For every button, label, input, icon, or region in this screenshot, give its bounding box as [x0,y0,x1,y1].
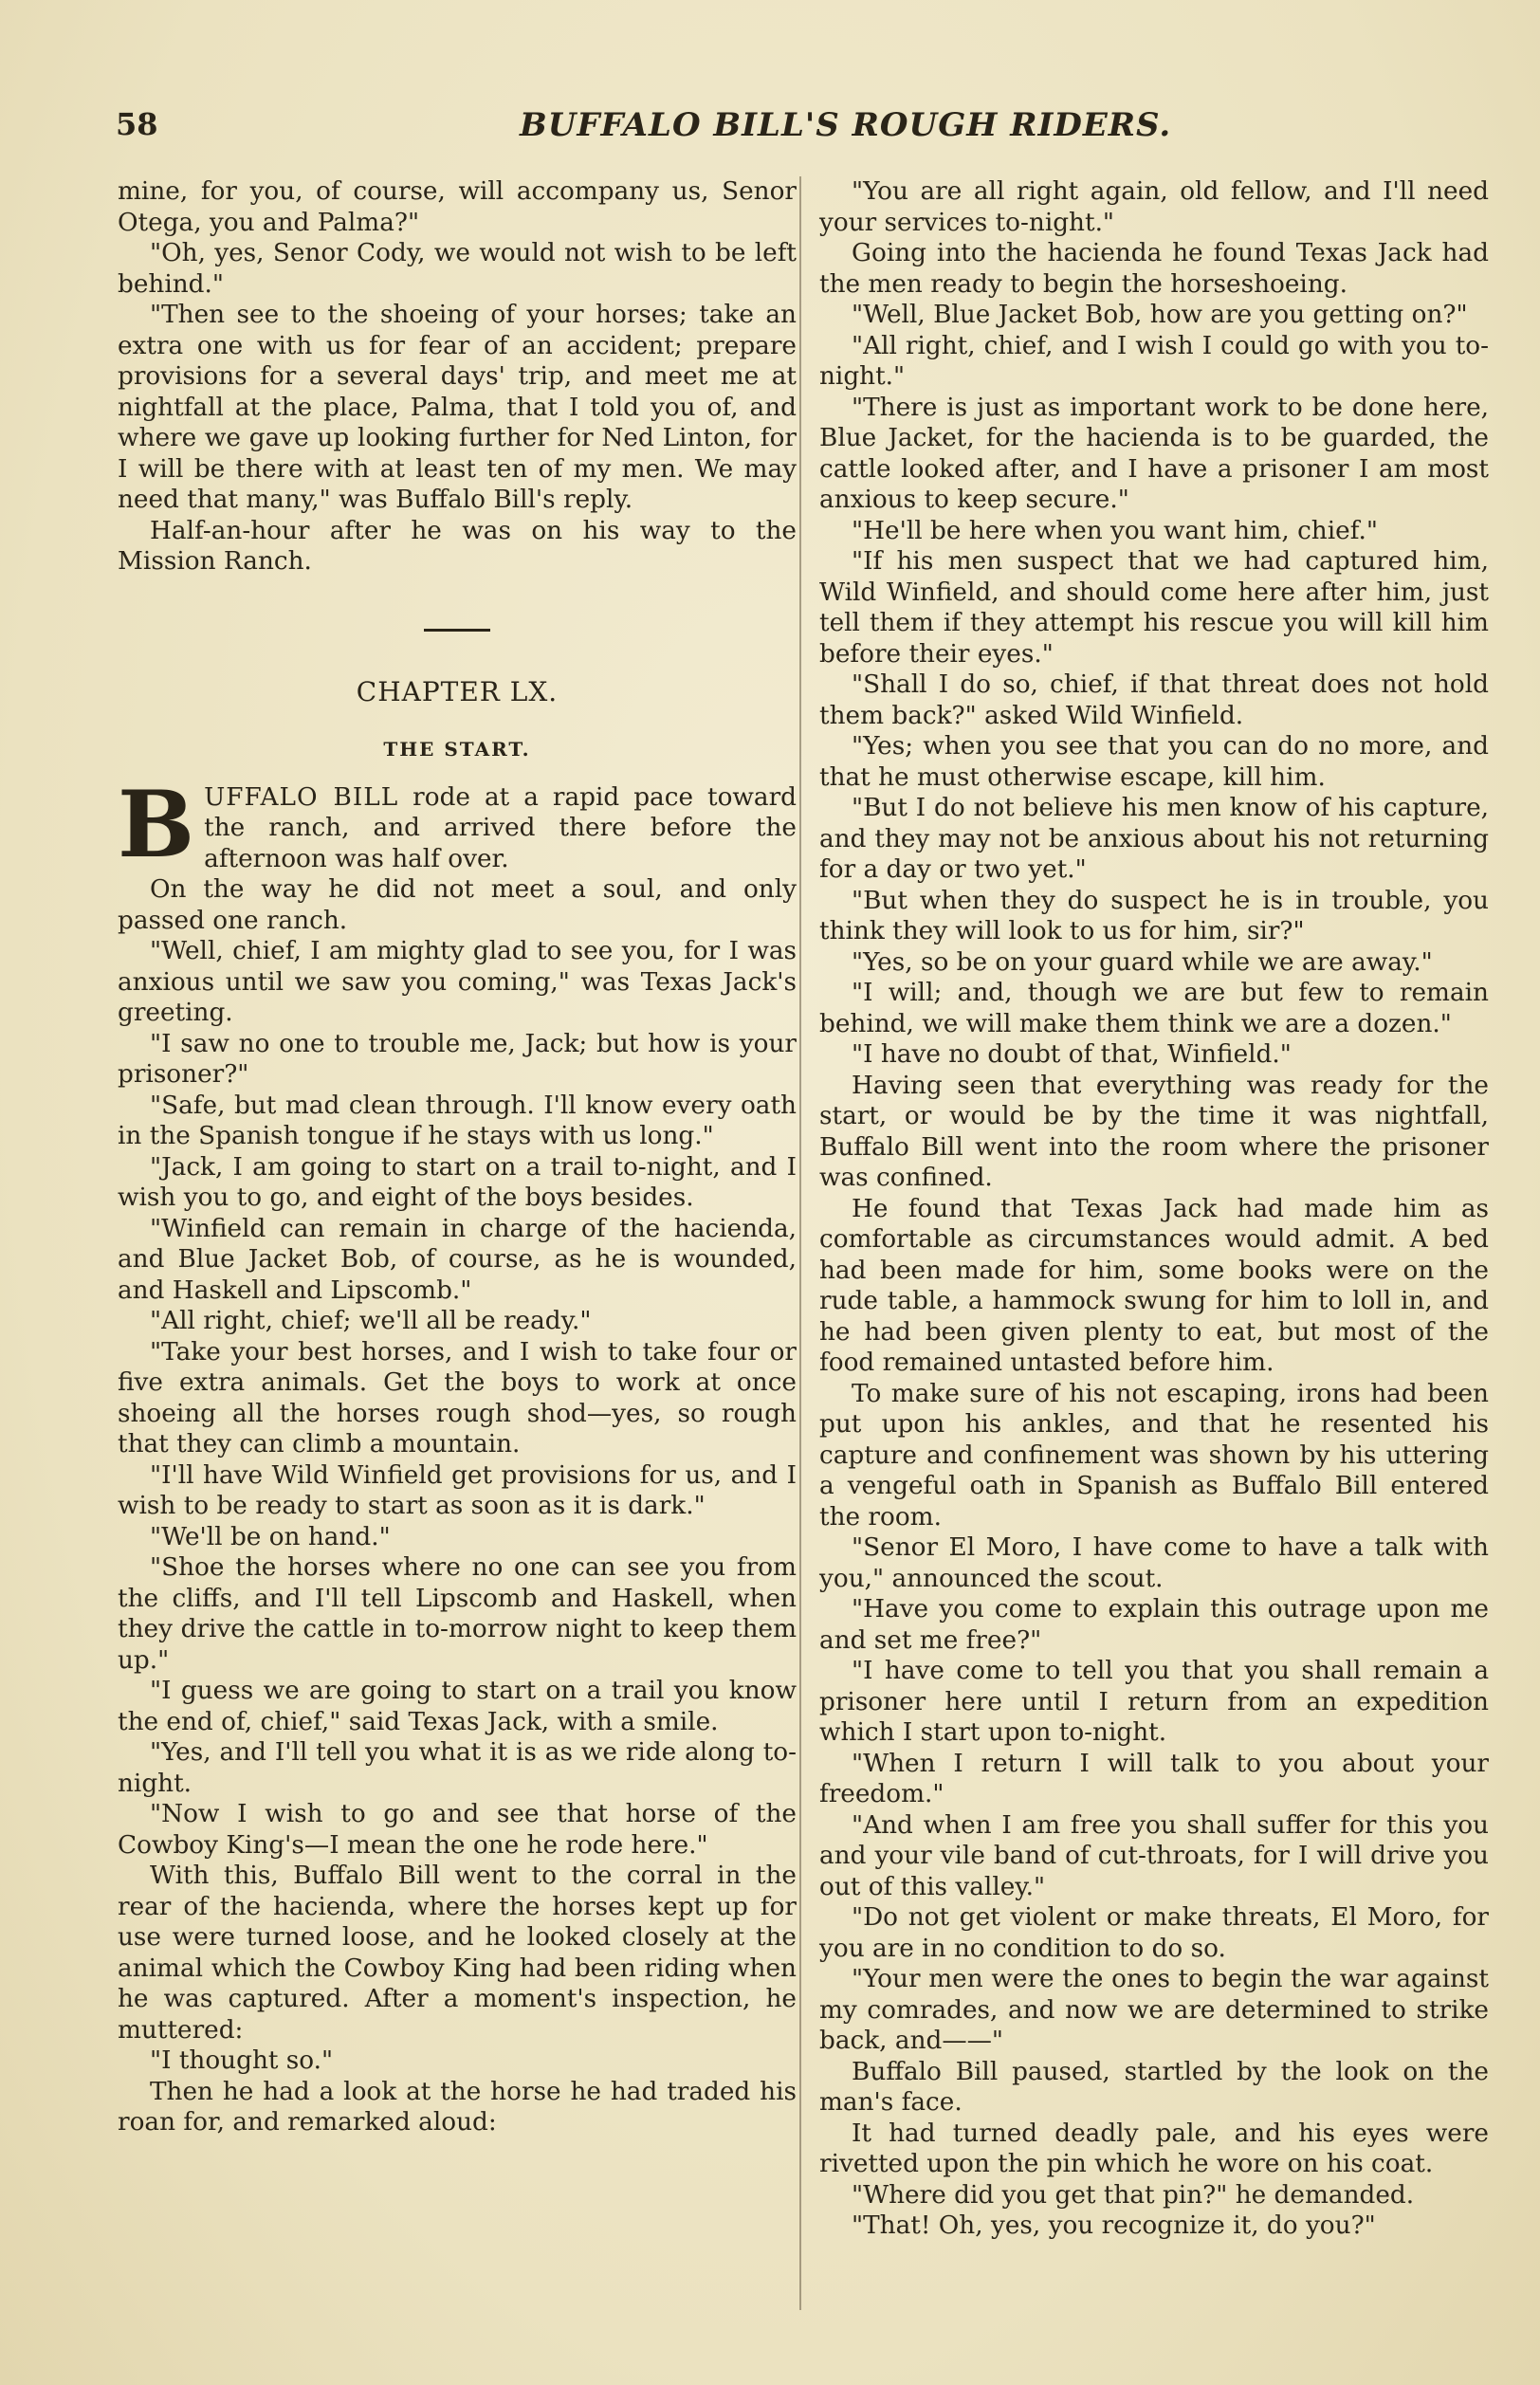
paragraph: "Yes; when you see that you can do no more, and that he must otherwise escape, kill him. [819,732,1489,792]
paragraph-opening [118,770,797,878]
paragraph: "But I do not believe his men know of his capture, and they may not be anxious about his not returning for a day or two yet." [819,794,1489,884]
paragraph: "If his men suspect that we had captured him, Wild Winfield, and should come here after him, just tell them if they attempt his rescue you will kill him before their eyes." [819,547,1489,669]
paragraph: "There is just as important work to be done here, Blue Jacket, for the hacienda is to be guarded, the cattle looked after, and I have a prisoner I am most anxious to keep secure." [819,393,1489,514]
paragraph: "Do not get violent or make threats, El Moro, for you are in no condition to do so. [819,1903,1489,1963]
paragraph: "I will; and, though we are but few to remain behind, we will make them think we are a dozen." [819,979,1489,1038]
drop-cap: B [118,770,195,878]
paragraph: "Now I wish to go and see that horse of the Cowboy King's—I mean the one he rode here." [118,1800,797,1860]
paragraph: Going into the hacienda he found Texas Jack had the men ready to begin the horseshoeing. [819,239,1489,299]
paragraph: "Where did you get that pin?" he demanded. [852,2180,1415,2210]
paragraph: "Shoe the horses where no one can see you from the cliffs, and I'll tell Lipscomb and Haskell, when they drive the cattle in to-morrow night to keep them up." [118,1553,797,1675]
chapter-subtitle: THE START. [383,738,531,761]
paragraph: "Senor El Moro, I have come to have a talk with you," announced the scout. [819,1533,1489,1593]
paragraph: "Take your best horses, and I wish to take four or five extra animals. Get the boys to work at once shoeing all the horses rough shod—yes, so rough that they can climb a mountain. [118,1337,797,1459]
paragraph: "Yes, so be on your guard while we are away." [852,947,1433,977]
paragraph: "I guess we are going to start on a trail you know the end of, chief," said Texas Jack, with a smile. [118,1677,797,1736]
paragraph: "When I return I will talk to you about your freedom." [819,1749,1489,1808]
paragraph: "Well, chief, I am mighty glad to see you, for I was anxious until we saw you coming," was Texas Jack's greeting. [118,937,797,1027]
paragraph: "Well, Blue Jacket Bob, how are you getting on?" [852,301,1468,329]
paragraph: With this, Buffalo Bill went to the corral in the rear of the hacienda, where the horses kept up for use were turned loose, and he looked closely at the animal which the Cowboy King had been riding when he was captured. After a moment's inspection, he muttered: [118,1862,797,2045]
paragraph: "Oh, yes, Senor Cody, we would not wish to be left behind." [118,239,797,299]
right-column [819,176,1489,2242]
paragraph: "That! Oh, yes, you recognize it, do you?" [852,2211,1376,2240]
paragraph: Half-an-hour after he was on his way to the Mission Ranch. [118,516,797,576]
paragraph: "But when they do suspect he is in trouble, you think they will look to us for him, sir?" [819,886,1489,945]
paragraph: Having seen that everything was ready for the start, or would be by the time it was nightfall, Buffalo Bill went into the room where the prisoner was confined. [819,1071,1489,1192]
paragraph: "I thought so." [150,2046,334,2075]
paragraph: "All right, chief, and I wish I could go with you to-night." [819,331,1489,391]
paragraph: "Jack, I am going to start on a trail to-night, and I wish you to go, and eight of the boys besides. [118,1152,797,1212]
paragraph: "We'll be on hand." [150,1522,391,1551]
paragraph: Then he had a look at the horse he had traded his roan for, and remarked aloud: [118,2077,797,2137]
paragraph: "Winfield can remain in charge of the hacienda, and Blue Jacket Bob, of course, as he is wounded, and Haskell and Lipscomb." [118,1214,797,1305]
paragraph: He found that Texas Jack had made him as comfortable as circumstances would admit. A bed had been made for him, some books were on the rude table, a hammock swung for him to loll in, and he had been given plenty to eat, but most of the food remained untasted before him. [819,1194,1489,1377]
paragraph: "I saw no one to trouble me, Jack; but how is your prisoner?" [118,1029,797,1089]
paragraph: "I'll have Wild Winfield get provisions for us, and I wish to be ready to start as soon as it is dark." [118,1460,797,1520]
paragraph: "I have no doubt of that, Winfield." [852,1040,1292,1069]
paragraph: Buffalo Bill paused, startled by the look on the man's face. [819,2057,1489,2117]
page-number: 58 [116,106,158,142]
chapter-title: CHAPTER LX. [356,675,559,707]
paragraph: "All right, chief; we'll all be ready." [150,1307,592,1335]
paragraph: It had turned deadly pale, and his eyes were rivetted upon the pin which he wore on his coat. [819,2119,1489,2178]
paragraph: "Your men were the ones to begin the war against my comrades, and now we are determined to strike back, and——" [819,1965,1489,2055]
paragraph: "And when I am free you shall suffer for this you and your vile band of cut-throats, for I will drive you out of this valley." [819,1810,1489,1901]
section-divider [424,629,490,632]
paragraph: "Have you come to explain this outrage upon me and set me free?" [819,1595,1489,1655]
paragraph: mine, for you, of course, will accompany us, Senor Otega, you and Palma?" [118,177,797,237]
lead-words: UFFALO BILL [204,782,399,812]
running-title: BUFFALO BILL'S ROUGH RIDERS. [520,106,1172,144]
column-rule [799,176,801,2310]
paragraph: "I have come to tell you that you shall remain a prisoner here until I return from an expedition which I start upon to-night. [819,1657,1489,1747]
paragraph: "Then see to the shoeing of your horses; take an extra one with us for fear of an accident; prepare provisions for a several days' trip, and meet me at nightfall at the place, Palma, that I told you of, and where we gave up looking further for Ned Linton, for I will be there with at least ten of my men. We may need that many," was Buffalo Bill's reply. [118,301,797,514]
left-column [118,176,797,2138]
paragraph: "Shall I do so, chief, if that threat does not hold them back?" asked Wild Winfield. [819,670,1489,730]
paragraph: "You are all right again, old fellow, and I'll need your services to-night." [819,177,1489,237]
paragraph: "He'll be here when you want him, chief." [852,516,1378,545]
paragraph-text: rode at a rapid pace toward the ranch, and arrived there before the afternoon was half over. [204,782,797,873]
paragraph: "Safe, but mad clean through. I'll know every oath in the Spanish tongue if he stays with us long." [118,1091,797,1150]
page-header [112,106,1483,144]
paragraph: To make sure of his not escaping, irons had been put upon his ankles, and that he resented his capture and confinement was shown by his uttering a vengeful oath in Spanish as Buffalo Bill entered the room. [819,1379,1489,1532]
paragraph: "Yes, and I'll tell you what it is as we ride along to-night. [118,1738,797,1798]
paragraph: On the way he did not meet a soul, and only passed one ranch. [118,875,797,935]
